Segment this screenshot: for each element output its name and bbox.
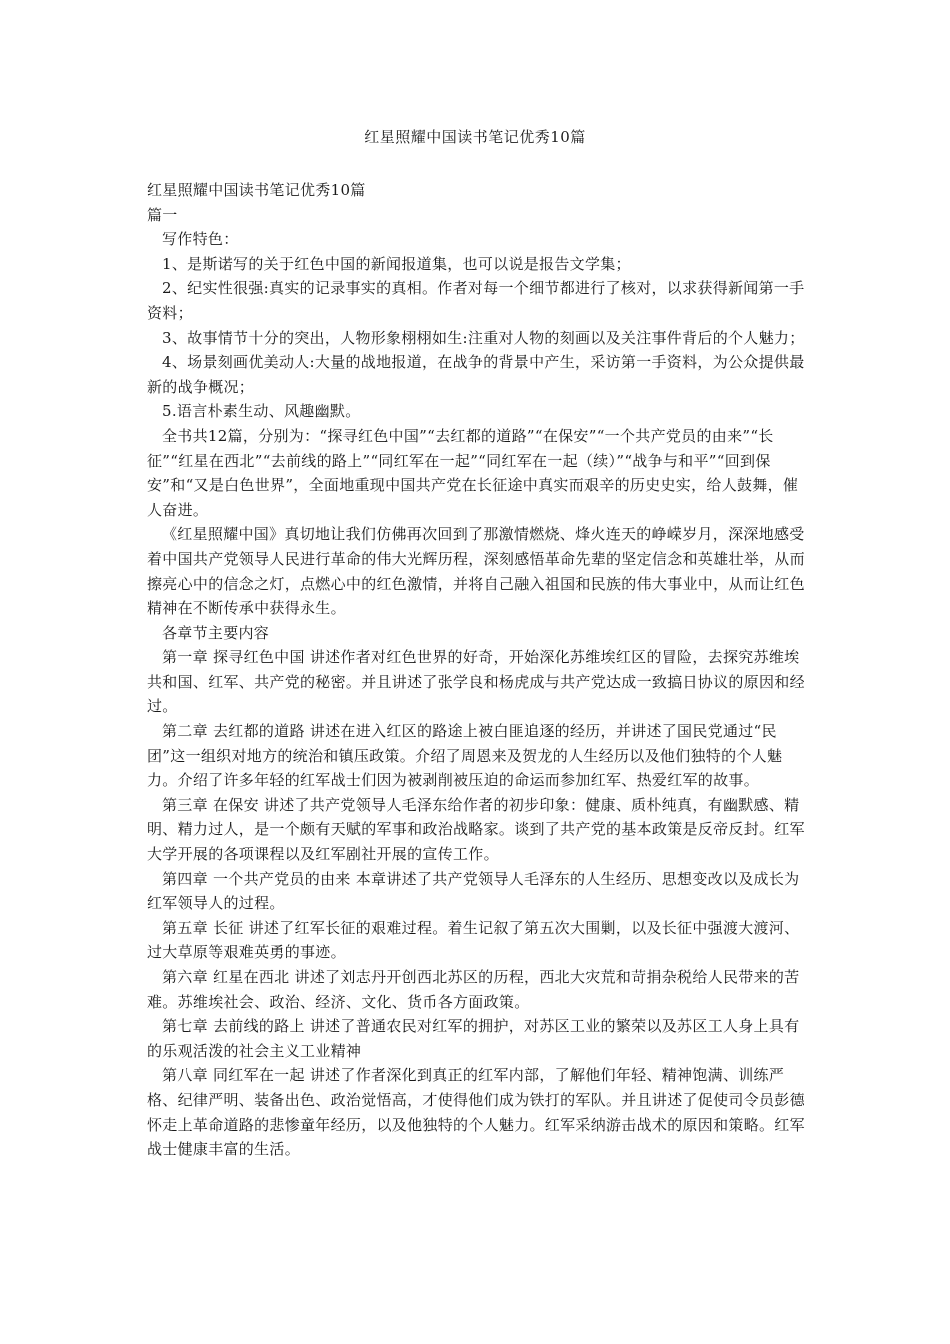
document-body [147, 178, 812, 1162]
paragraph-feature-3: 3、故事情节十分的突出，人物形象栩栩如生:注重对人物的刻画以及关注事件背后的个人魅力； [162, 328, 805, 347]
document-subtitle: 红星照耀中国读书笔记优秀10篇 [147, 181, 366, 199]
paragraph-chapter-2: 第二章 去红都的道路 讲述在进入红区的路途上被白匪追逐的经历，并讲述了国民党通过“民团”这一组织对地方的统治和镇压政策。介绍了周恩来及贺龙的人生经历以及他们独特的个人魅力。介绍了许多年轻的红军战士们因为被剥削被压迫的命运而参加红军、热爱红军的故事。 [147, 722, 783, 790]
paragraph-chapter-6: 第六章 红星在西北 讲述了刘志丹开创西北苏区的历程，西北大灾荒和苛捐杂税给人民带来的苦难。苏维埃社会、政治、经济、文化、货币各方面政策。 [147, 968, 800, 1011]
paragraph-chapter-7: 第七章 去前线的路上 讲述了普通农民对红军的拥护，对苏区工业的繁荣以及苏区工人身上具有的乐观活泼的社会主义工业精神 [147, 1017, 800, 1060]
chapter-summary-heading: 各章节主要内容 [162, 623, 270, 642]
section-heading: 篇一 [147, 205, 178, 224]
paragraph-book-overview: 全书共12篇，分别为：“探寻红色中国”“去红都的道路”“在保安”“一个共产党员的由来”“长征”“红星在西北”“去前线的路上”“同红军在一起”“同红军在一起（续）”“战争与和平”“回到保安”和“又是白色世界”，全面地重现中国共产党在长征途中真实而艰辛的历史史实，给人鼓舞，催人奋进。 [147, 426, 799, 519]
paragraph-chapter-4: 第四章 一个共产党员的由来 本章讲述了共产党领导人毛泽东的人生经历、思想变改以及成长为红军领导人的过程。 [147, 869, 800, 913]
paragraph-chapter-3: 第三章 在保安 讲述了共产党领导人毛泽东给作者的初步印象：健康、质朴纯真，有幽默感、精明、精力过人，是一个颇有天赋的军事和政治战略家。谈到了共产党的基本政策是反帝反封。红军大学开展的各项课程以及红军剧社开展的宣传工作。 [147, 795, 805, 864]
document-title: 红星照耀中国读书笔记优秀10篇 [364, 128, 586, 146]
paragraph-chapter-8: 第八章 同红军在一起 讲述了作者深化到真正的红军内部，了解他们年轻、精神饱满、训练严格、纪律严明、装备出色、政治觉悟高，才使得他们成为铁打的军队。并且讲述了促使司令员彭德怀走上革命道路的悲惨童年经历，以及他独特的个人魅力。红军采纳游击战术的原因和策略。红军战士健康丰富的生活。 [147, 1066, 805, 1159]
paragraph-chapter-1: 第一章 探寻红色中国 讲述作者对红色世界的好奇，开始深化苏维埃红区的冒险，去探究苏维埃共和国、红军、共产党的秘密。并且讲述了张学良和杨虎成与共产党达成一致搞日协议的原因和经过。 [147, 648, 805, 716]
paragraph-feature-4: 4、场景刻画优美动人:大量的战地报道，在战争的背景中产生，采访第一手资料，为公众提供最新的战争概况； [147, 353, 805, 396]
paragraph-feature-1: 1、是斯诺写的关于红色中国的新闻报道集，也可以说是报告文学集； [162, 254, 631, 273]
paragraph-feature-5: 5.语言朴素生动、风趣幽默。 [162, 402, 361, 421]
paragraph-reflection: 《红星照耀中国》真切地让我们仿佛再次回到了那激情燃烧、烽火连天的峥嵘岁月，深深地感受着中国共产党领导人民进行革命的伟大光辉历程，深刻感悟革命先辈的坚定信念和英雄壮举，从而擦亮心中的信念之灯，点燃心中的红色激情，并将自己融入祖国和民族的伟大事业中，从而让红色精神在不断传承中获得永生。 [147, 525, 805, 618]
paragraph-feature-2: 2、纪实性很强:真实的记录事实的真相。作者对每一个细节都进行了核对，以求获得新闻第一手资料； [147, 279, 805, 322]
paragraph-writing-features: 写作特色： [162, 230, 239, 249]
paragraph-chapter-5: 第五章 长征 讲述了红军长征的艰难过程。着生记叙了第五次大围剿，以及长征中强渡大渡河、过大草原等艰难英勇的事迹。 [147, 918, 800, 962]
